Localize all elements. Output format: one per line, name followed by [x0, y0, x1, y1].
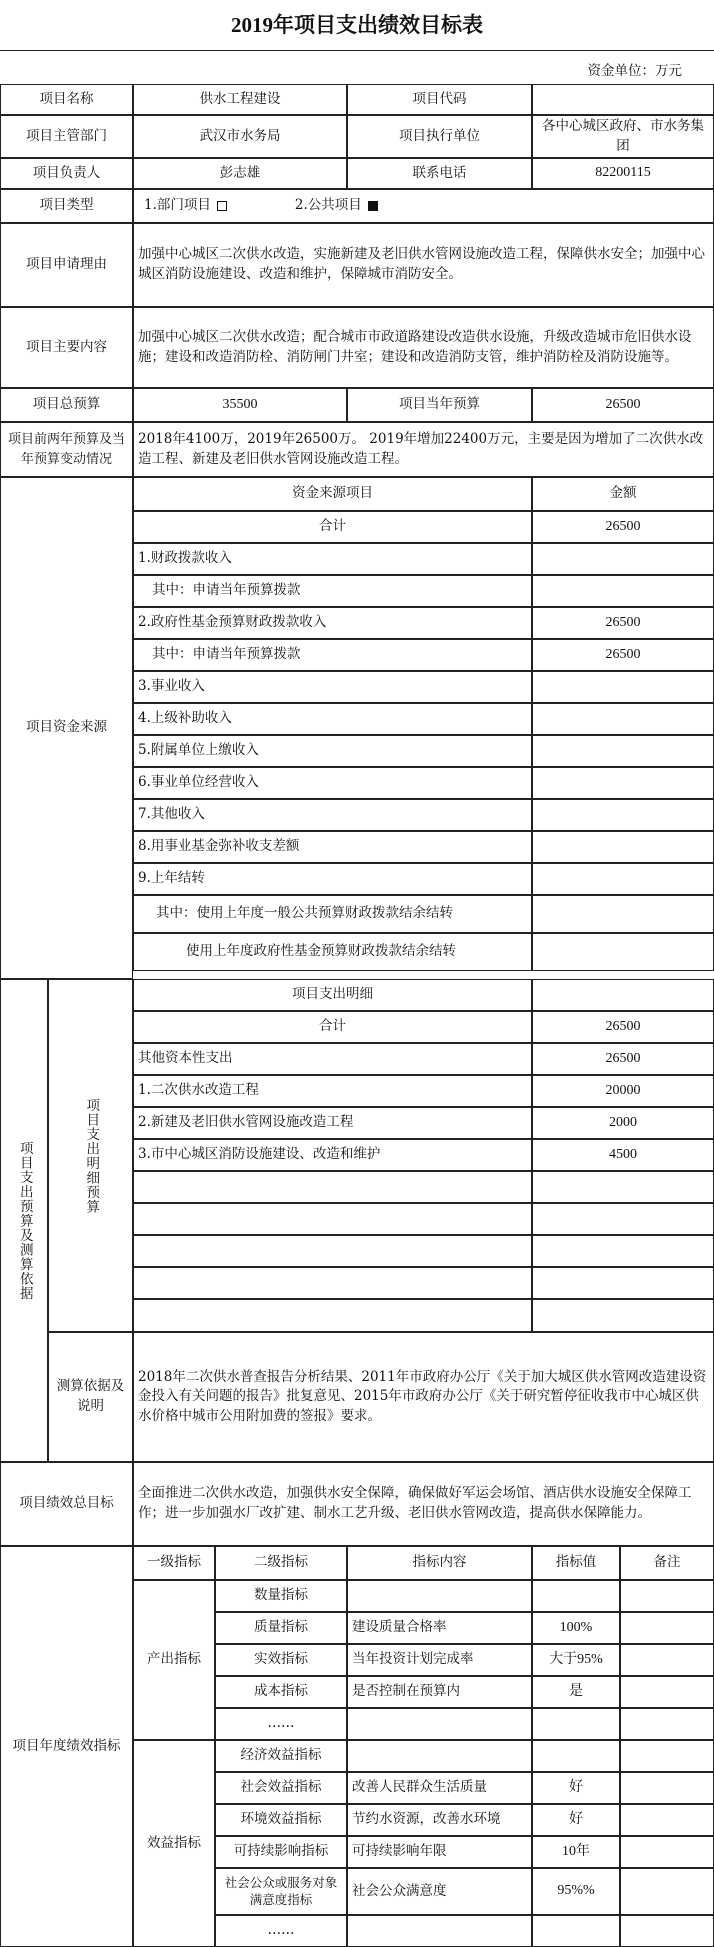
funding-row-label: 其中：申请当年预算拨款 [133, 639, 532, 671]
expense-row-amount: 26500 [532, 1011, 714, 1043]
indicator-level2: 经济效益指标 [215, 1740, 347, 1772]
type-option-public: 2.公共项目 [294, 197, 362, 214]
basis-label: 测算依据及说明 [48, 1332, 133, 1462]
indicator-content: 建设质量合格率 [347, 1612, 532, 1644]
funding-row-label: 6.事业单位经营收入 [133, 767, 532, 799]
indicator-value: 100% [532, 1612, 620, 1644]
expense-header-blank [532, 979, 714, 1011]
funding-row-amount [532, 671, 714, 703]
indicator-remark [620, 1868, 714, 1915]
expense-row-label: 3.市中心城区消防设施建设、改造和维护 [133, 1139, 532, 1171]
header-remark: 备注 [620, 1546, 714, 1580]
unit-label: 资金单位：万元 [587, 63, 682, 79]
indicator-remark [620, 1676, 714, 1708]
indicator-content: 节约水资源，改善水环境 [347, 1804, 532, 1836]
dept-value: 武汉市水务局 [133, 115, 347, 158]
benefit-indicator-label: 效益指标 [133, 1740, 215, 1947]
funding-row-amount [532, 575, 714, 607]
expense-empty-amount [532, 1203, 714, 1235]
expense-empty-amount [532, 1267, 714, 1299]
indicator-content: 可持续影响年限 [347, 1836, 532, 1868]
project-name-value: 供水工程建设 [133, 84, 347, 115]
indicator-content [347, 1580, 532, 1612]
type-value [133, 189, 714, 223]
year-budget-value: 26500 [532, 388, 714, 422]
phone-value: 82200115 [532, 158, 714, 189]
funding-row-label: 1.财政拨款收入 [133, 543, 532, 575]
project-code-label: 项目代码 [347, 84, 532, 115]
leader-label: 项目负责人 [0, 158, 133, 189]
expense-empty-row [133, 1171, 532, 1203]
indicator-remark [620, 1708, 714, 1740]
total-budget-value: 35500 [133, 388, 347, 422]
indicator-remark [620, 1644, 714, 1676]
indicator-level2: 数量指标 [215, 1580, 347, 1612]
indicator-remark [620, 1580, 714, 1612]
expense-row-amount: 2000 [532, 1107, 714, 1139]
expense-empty-row [133, 1203, 532, 1235]
type-label: 项目类型 [0, 189, 133, 223]
indicator-remark [620, 1915, 714, 1947]
checked-box-icon [368, 201, 378, 211]
basis-text: 2018年二次供水普查报告分析结果、2011年市政府办公厅《关于加大城区供水管网改造建设资金投入有关问题的报告》批复意见、2015年市政府办公厅《关于研究暂停征收我市中心城区供水价格中城市公用附加费的签报》要求。 [133, 1332, 714, 1462]
header-content: 指标内容 [347, 1546, 532, 1580]
leader-value: 彭志雄 [133, 158, 347, 189]
exec-unit-label: 项目执行单位 [347, 115, 532, 158]
funding-row-amount [532, 831, 714, 863]
expense-empty-row [133, 1299, 532, 1332]
project-code-value [532, 84, 714, 115]
funding-row-label: 使用上年度政府性基金预算财政拨款结余结转 [133, 933, 532, 971]
budget-change-label: 项目前两年预算及当年预算变动情况 [0, 422, 133, 477]
dept-label: 项目主管部门 [0, 115, 133, 158]
indicator-value: 是 [532, 1676, 620, 1708]
expense-row-label: 1.二次供水改造工程 [133, 1075, 532, 1107]
indicator-value: 大于95% [532, 1644, 620, 1676]
reason-text: 加强中心城区二次供水改造，实施新建及老旧供水管网设施改造工程，保障供水安全；加强中心城区消防设施建设、改造和维护，保障城市消防安全。 [133, 223, 714, 307]
indicator-level2: 可持续影响指标 [215, 1836, 347, 1868]
type-option-department: 1.部门项目 [144, 197, 211, 214]
indicator-content [347, 1915, 532, 1947]
unchecked-box-icon [217, 201, 227, 211]
funding-row-label: 4.上级补助收入 [133, 703, 532, 735]
funding-row-amount: 26500 [532, 511, 714, 543]
indicator-level2: 社会公众或服务对象满意度指标 [215, 1868, 347, 1915]
output-indicator-label: 产出指标 [133, 1580, 215, 1740]
year-budget-label: 项目当年预算 [347, 388, 532, 422]
header-level1: 一级指标 [133, 1546, 215, 1580]
budget-change-text: 2018年4100万，2019年26500万。 2019年增加22400万元，主要是因为增加了二次供水改造工程、新建及老旧供水管网设施改造工程。 [133, 422, 714, 477]
project-name-label: 项目名称 [0, 84, 133, 115]
expense-empty-row [133, 1235, 532, 1267]
indicator-remark [620, 1836, 714, 1868]
funding-row-label: 7.其他收入 [133, 799, 532, 831]
indicator-remark [620, 1740, 714, 1772]
funding-row-amount [532, 799, 714, 831]
indicator-content: 社会公众满意度 [347, 1868, 532, 1915]
total-budget-label: 项目总预算 [0, 388, 133, 422]
expense-row-label: 合计 [133, 1011, 532, 1043]
indicator-level2: …… [215, 1915, 347, 1947]
expense-row-amount: 4500 [532, 1139, 714, 1171]
expense-empty-amount [532, 1235, 714, 1267]
funding-row-amount [532, 895, 714, 933]
exec-unit-value: 各中心城区政府、市水务集团 [532, 115, 714, 158]
funding-header-amount: 金额 [532, 477, 714, 511]
expense-section-label [0, 979, 48, 1462]
funding-header-item: 资金来源项目 [133, 477, 532, 511]
indicator-content: 改善人民群众生活质量 [347, 1772, 532, 1804]
expense-section-text: 项目支出预算及测算依据 [16, 1140, 33, 1301]
indicator-level2: 成本指标 [215, 1676, 347, 1708]
indicator-value [532, 1580, 620, 1612]
funding-row-amount [532, 735, 714, 767]
indicator-value [532, 1708, 620, 1740]
goal-text: 全面推进二次供水改造，加强供水安全保障，确保做好军运会场馆、酒店供水设施安全保障工作；进一步加强水厂改扩建、制水工艺升级、老旧供水管网改造，提高供水保障能力。 [133, 1462, 714, 1546]
content-text: 加强中心城区二次供水改造；配合城市市政道路建设改造供水设施，升级改造城市危旧供水设施；建设和改造消防栓、消防闸门井室；建设和改造消防支管，维护消防栓及消防设施等。 [133, 307, 714, 388]
page-title: 2019年项目支出绩效目标表 [231, 13, 483, 37]
indicator-value: 好 [532, 1804, 620, 1836]
expense-empty-amount [532, 1299, 714, 1332]
funding-row-amount [532, 863, 714, 895]
goal-label: 项目绩效总目标 [0, 1462, 133, 1546]
indicator-content: 是否控制在预算内 [347, 1676, 532, 1708]
indicator-value: 好 [532, 1772, 620, 1804]
indicator-remark [620, 1612, 714, 1644]
header-level2: 二级指标 [215, 1546, 347, 1580]
funding-row-label: 2.政府性基金预算财政拨款收入 [133, 607, 532, 639]
expense-empty-row [133, 1267, 532, 1299]
content-label: 项目主要内容 [0, 307, 133, 388]
expense-header: 项目支出明细 [133, 979, 532, 1011]
funding-row-label: 其中：申请当年预算拨款 [133, 575, 532, 607]
expense-detail-text: 项目支出明细预算 [83, 1097, 100, 1214]
funding-row-amount: 26500 [532, 607, 714, 639]
expense-row-amount: 20000 [532, 1075, 714, 1107]
indicator-content [347, 1708, 532, 1740]
funding-row-label: 合计 [133, 511, 532, 543]
funding-row-amount [532, 767, 714, 799]
funding-row-amount [532, 543, 714, 575]
funding-row-amount [532, 933, 714, 971]
indicator-remark [620, 1772, 714, 1804]
expense-empty-amount [532, 1171, 714, 1203]
funding-row-amount [532, 703, 714, 735]
header-value: 指标值 [532, 1546, 620, 1580]
indicator-level2: 社会效益指标 [215, 1772, 347, 1804]
funding-section-label: 项目资金来源 [0, 477, 133, 979]
indicator-level2: 质量指标 [215, 1612, 347, 1644]
indicator-value: 10年 [532, 1836, 620, 1868]
indicator-remark [620, 1804, 714, 1836]
funding-row-amount: 26500 [532, 639, 714, 671]
indicator-level2: …… [215, 1708, 347, 1740]
reason-label: 项目申请理由 [0, 223, 133, 307]
expense-row-amount: 26500 [532, 1043, 714, 1075]
funding-row-label: 3.事业收入 [133, 671, 532, 703]
expense-row-label: 2.新建及老旧供水管网设施改造工程 [133, 1107, 532, 1139]
expense-row-label: 其他资本性支出 [133, 1043, 532, 1075]
funding-row-label: 5.附属单位上缴收入 [133, 735, 532, 767]
indicator-level2: 环境效益指标 [215, 1804, 347, 1836]
expense-detail-label [48, 979, 133, 1332]
annual-indicators-label: 项目年度绩效指标 [0, 1546, 133, 1947]
funding-row-label: 9.上年结转 [133, 863, 532, 895]
indicator-value: 95%% [532, 1868, 620, 1915]
phone-label: 联系电话 [347, 158, 532, 189]
indicator-content [347, 1740, 532, 1772]
funding-row-label: 其中：使用上年度一般公共预算财政拨款结余结转 [133, 895, 532, 933]
indicator-value [532, 1915, 620, 1947]
indicator-value [532, 1740, 620, 1772]
indicator-level2: 实效指标 [215, 1644, 347, 1676]
funding-row-label: 8.用事业基金弥补收支差额 [133, 831, 532, 863]
indicator-content: 当年投资计划完成率 [347, 1644, 532, 1676]
